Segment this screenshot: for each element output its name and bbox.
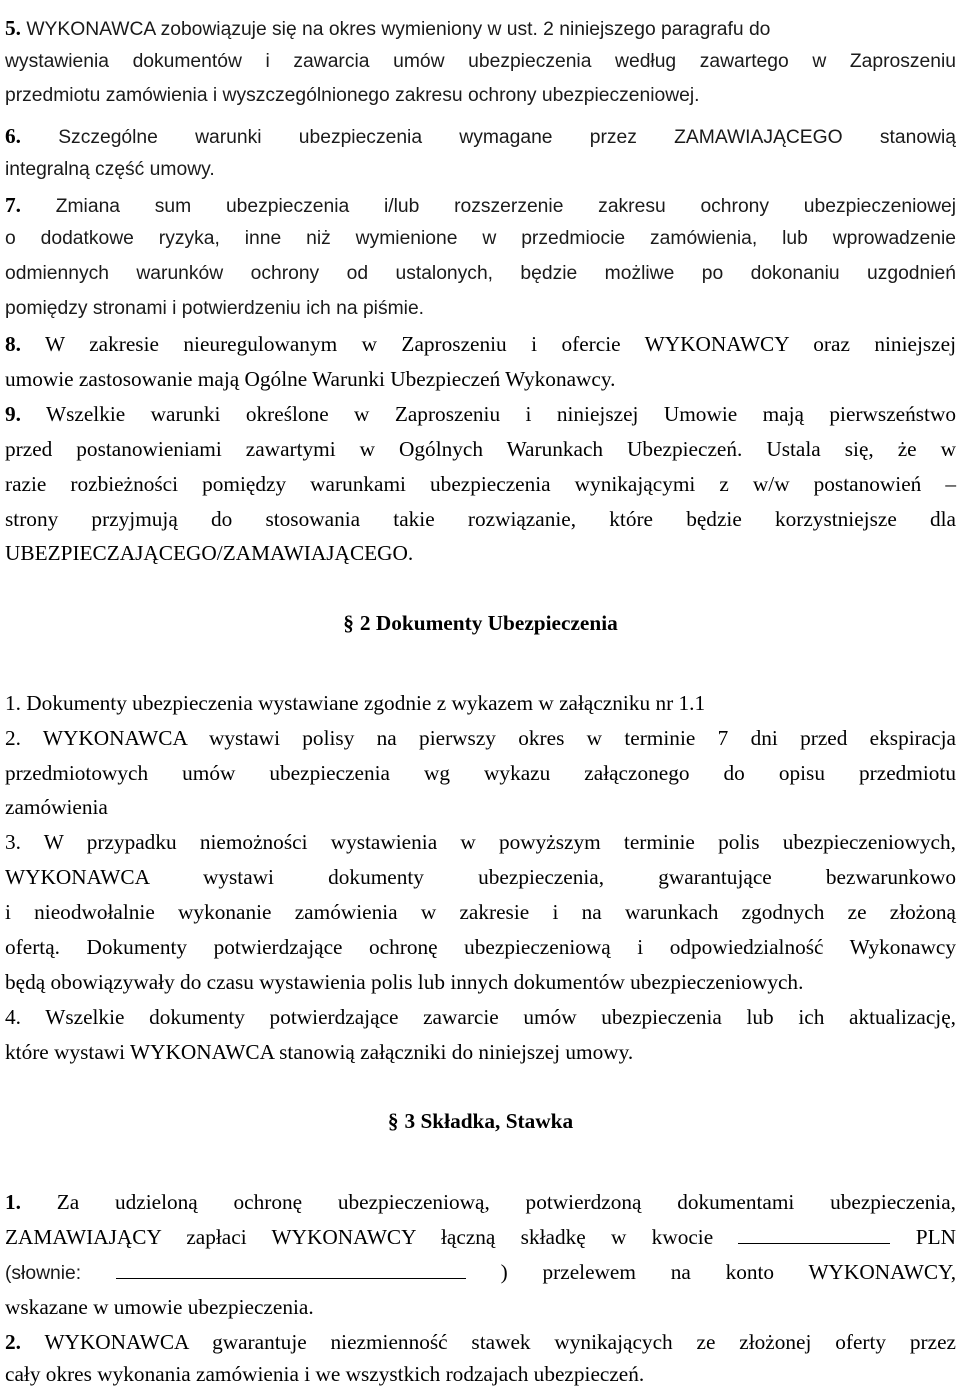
para6-line2: integralną część umowy.	[5, 159, 215, 180]
para8-text: W zakresie nieuregulowanym w Zaproszeniu i ofercie WYKONAWCY oraz niniejszej	[45, 332, 956, 356]
para6-text: Szczególne warunki ubezpieczenia wymagane przez ZAMAWIAJĄCEGO stanowią	[58, 127, 956, 148]
s2-item3-line3: i nieodwołalnie wykonanie zamówienia w zakresie i na warunkach zgodnych ze złożoną	[5, 900, 956, 924]
para8-line2: umowie zastosowanie mają Ogólne Warunki Ubezpieczeń Wykonawcy.	[5, 367, 616, 391]
s2-item2-line3: zamówienia	[5, 795, 108, 819]
para7-text: Zmiana sum ubezpieczenia i/lub rozszerzenie zakresu ochrony ubezpieczeniowej	[55, 196, 957, 217]
s2-item2-line1: 2. WYKONAWCA wystawi polisy na pierwszy okres w terminie 7 dni przed ekspiracja	[5, 726, 956, 750]
s3-item1-text: Za udzieloną ochronę ubezpieczeniową, potwierdzoną dokumentami ubezpieczenia,	[56, 1190, 957, 1214]
s3-item1-line1	[5, 1185, 956, 1219]
s2-item2-line2: przedmiotowych umów ubezpieczenia wg wykazu załączonego do opisu przedmiotu	[5, 761, 956, 785]
para9-line4: strony przyjmują do stosowania takie rozwiązanie, które będzie korzystniejsze dla	[5, 507, 956, 531]
para9-line2b: Ustala się, że w	[766, 437, 956, 461]
s3-item1-line3a: (słownie:	[5, 1263, 82, 1284]
s2-item4-line2: które wystawi WYKONAWCA stanowią załączniki do niniejszej umowy.	[5, 1040, 634, 1064]
section-sign-icon: §	[387, 1109, 399, 1133]
para9-line2	[5, 432, 956, 466]
para8-line1	[5, 327, 956, 361]
s3-item2-line1	[5, 1325, 956, 1359]
section3-title: 3 Składka, Stawka	[404, 1109, 574, 1133]
s3-item1-line2a: ZAMAWIAJĄCY zapłaci WYKONAWCY łączną składkę w kwocie	[5, 1225, 714, 1249]
section2-title: 2 Dokumenty Ubezpieczenia	[359, 611, 618, 635]
para6-line1	[5, 119, 956, 153]
amount-in-words-blank-line	[116, 1256, 466, 1279]
para7-line1	[5, 188, 956, 222]
s2-item3-line1: 3. W przypadku niemożności wystawienia w powyższym terminie polis ubezpieczeniowych,	[5, 830, 956, 854]
para9-number: 9.	[5, 402, 21, 426]
para8-number: 8.	[5, 332, 21, 356]
s3-item2-line2: cały okres wykonania zamówienia i we wszystkich rodzajach ubezpieczeń.	[5, 1362, 645, 1386]
s2-item1: 1. Dokumenty ubezpieczenia wystawiane zgodnie z wykazem w załączniku nr 1.1	[5, 691, 706, 715]
s3-item2-number: 2.	[5, 1330, 21, 1354]
s3-item1-number: 1.	[5, 1190, 21, 1214]
section3-heading	[5, 1104, 956, 1138]
s3-item2-text: WYKONAWCA gwarantuje niezmienność stawek wynikających ze złożonej oferty przez	[44, 1330, 956, 1354]
section2-heading	[5, 606, 956, 640]
para7-line3: odmiennych warunków ochrony od ustalonych, będzie możliwe po dokonaniu uzgodnień	[5, 263, 956, 284]
amount-blank-line	[738, 1221, 890, 1244]
s2-item4-line1: 4. Wszelkie dokumenty potwierdzające zawarcie umów ubezpieczenia lub ich aktualizację,	[5, 1005, 956, 1029]
s2-item3-line5: będą obowiązywały do czasu wystawienia polis lub innych dokumentów ubezpieczeniowych.	[5, 970, 804, 994]
para9-line1	[5, 397, 956, 431]
s3-item1-line3	[5, 1255, 956, 1289]
para7-number: 7.	[5, 193, 21, 217]
s3-item1-line4: wskazane w umowie ubezpieczenia.	[5, 1295, 314, 1319]
para5-number: 5.	[5, 16, 21, 40]
s2-item3-line2: WYKONAWCA wystawi dokumenty ubezpieczenia, gwarantujące bezwarunkowo	[5, 865, 956, 889]
section-sign-icon: §	[343, 611, 354, 635]
para9-line3: razie rozbieżności pomiędzy warunkami ubezpieczenia wynikającymi z w/w postanowień –	[5, 472, 956, 496]
para9-line2a: przed postanowieniami zawartymi w Ogólnych Warunkach Ubezpieczeń.	[5, 437, 743, 461]
para5-text-b: 2 niniejszego paragrafu do	[543, 19, 771, 40]
para9-text: Wszelkie warunki określone w Zaproszeniu i niniejszej Umowie mają pierwszeństwo	[46, 402, 956, 426]
para5-line1	[5, 11, 956, 45]
s3-item1-line2b: PLN	[915, 1225, 957, 1249]
para5-line3: przedmiotu zamówienia i wyszczególnionego zakresu ochrony ubezpieczeniowej.	[5, 85, 700, 106]
para7-line4: pomiędzy stronami i potwierdzeniu ich na piśmie.	[5, 298, 425, 319]
para7-line2: o dodatkowe ryzyka, inne niż wymienione w przedmiocie zamówienia, lub wprowadzenie	[5, 228, 956, 249]
s3-item1-line2	[5, 1220, 956, 1254]
s3-item1-line3b: ) przelewem na konto WYKONAWCY,	[500, 1260, 957, 1284]
para5-text: WYKONAWCA zobowiązuje się na okres wymieniony w ust.	[26, 19, 538, 40]
para6-number: 6.	[5, 124, 21, 148]
para5-line2: wystawienia dokumentów i zawarcia umów ubezpieczenia według zawartego w Zaproszeniu	[5, 51, 956, 72]
s2-item3-line4: ofertą. Dokumenty potwierdzające ochronę ubezpieczeniową i odpowiedzialność Wykonawcy	[5, 935, 956, 959]
para9-line5: UBEZPIECZAJĄCEGO/ZAMAWIAJĄCEGO.	[5, 541, 414, 565]
